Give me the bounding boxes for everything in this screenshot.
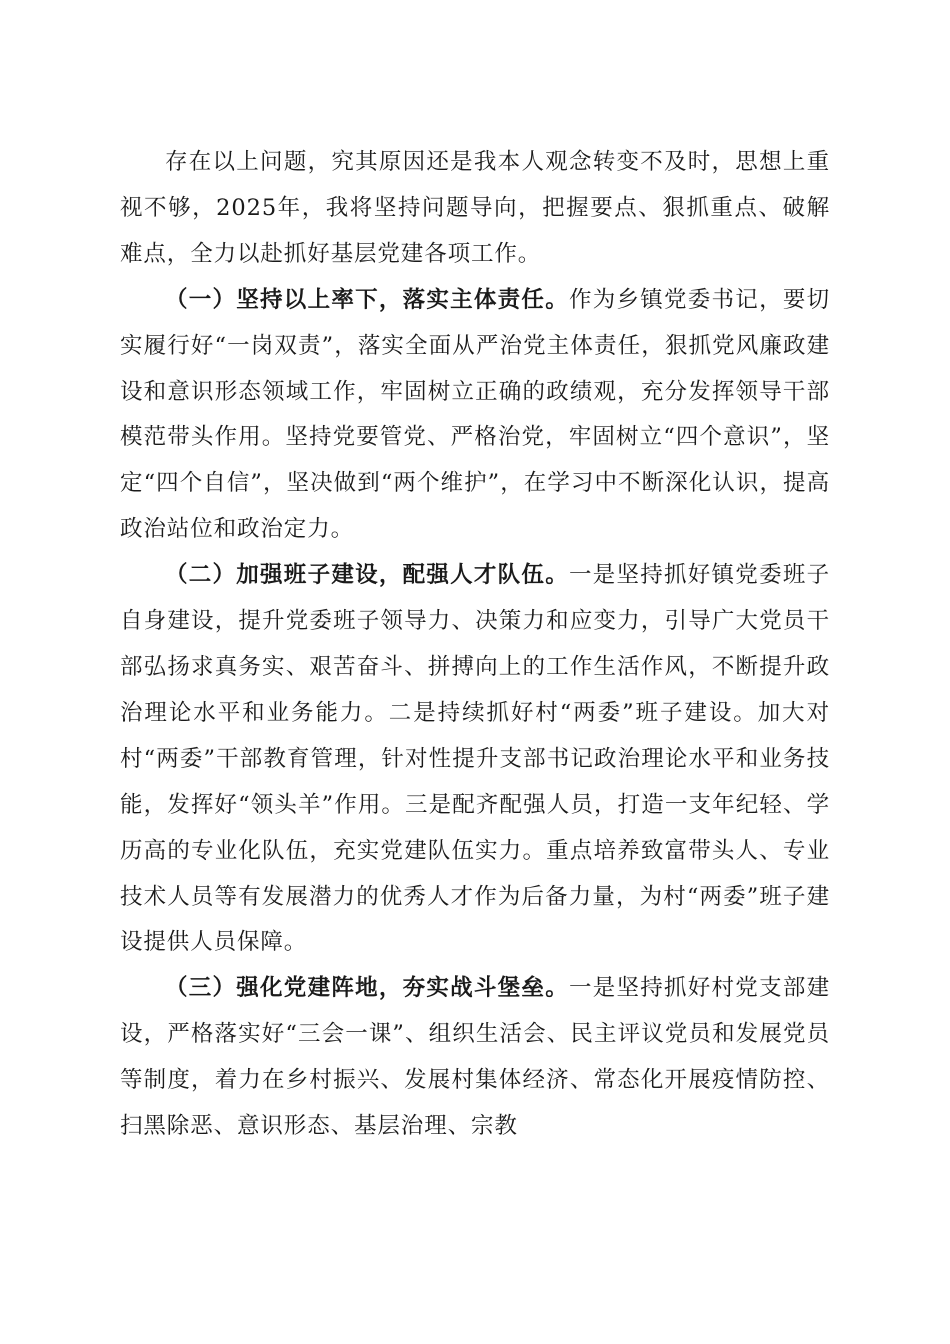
section-2-heading: （二）加强班子建设，配强人才队伍。 — [165, 562, 569, 589]
paragraph-section-2 — [120, 553, 830, 966]
section-3-heading: （三）强化党建阵地，夯实战斗堡垒。 — [165, 975, 569, 1002]
paragraph-section-1 — [120, 278, 830, 553]
document-body — [120, 140, 830, 1150]
paragraph-section-3 — [120, 966, 830, 1150]
section-3-text: 一是坚持抓好村党支部建设，严格落实好“三会一课”、组织生活会、民主评议党员和发展党员等制度，着力在乡村振兴、发展村集体经济、常态化开展疫情防控、扫黑除恶、意识形态、基层治理、宗教 — [120, 975, 830, 1140]
section-2-text: 一是坚持抓好镇党委班子自身建设，提升党委班子领导力、决策力和应变力，引导广大党员干部弘扬求真务实、艰苦奋斗、拼搏向上的工作生活作风，不断提升政治理论水平和业务能力。二是持续抓好村“两委”班子建设。加大对村“两委”干部教育管理，针对性提升支部书记政治理论水平和业务技能，发挥好“领头羊”作用。三是配齐配强人员，打造一支年纪轻、学历高的专业化队伍，充实党建队伍实力。重点培养致富带头人、专业技术人员等有发展潜力的优秀人才作为后备力量，为村“两委”班子建设提供人员保障。 — [120, 562, 830, 956]
section-1-text: 作为乡镇党委书记，要切实履行好“一岗双责”，落实全面从严治党主体责任，狠抓党风廉政建设和意识形态领域工作，牢固树立正确的政绩观，充分发挥领导干部模范带头作用。坚持党要管党、严格治党，牢固树立“四个意识”，坚定“四个自信”，坚决做到“两个维护”，在学习中不断深化认识，提高政治站位和政治定力。 — [120, 286, 830, 543]
paragraph-intro-text: 存在以上问题，究其原因还是我本人观念转变不及时，思想上重视不够，2025年，我将坚持问题导向，把握要点、狠抓重点、破解难点，全力以赴抓好基层党建各项工作。 — [120, 149, 830, 267]
section-1-heading: （一）坚持以上率下，落实主体责任。 — [165, 286, 569, 313]
paragraph-intro — [120, 140, 830, 278]
